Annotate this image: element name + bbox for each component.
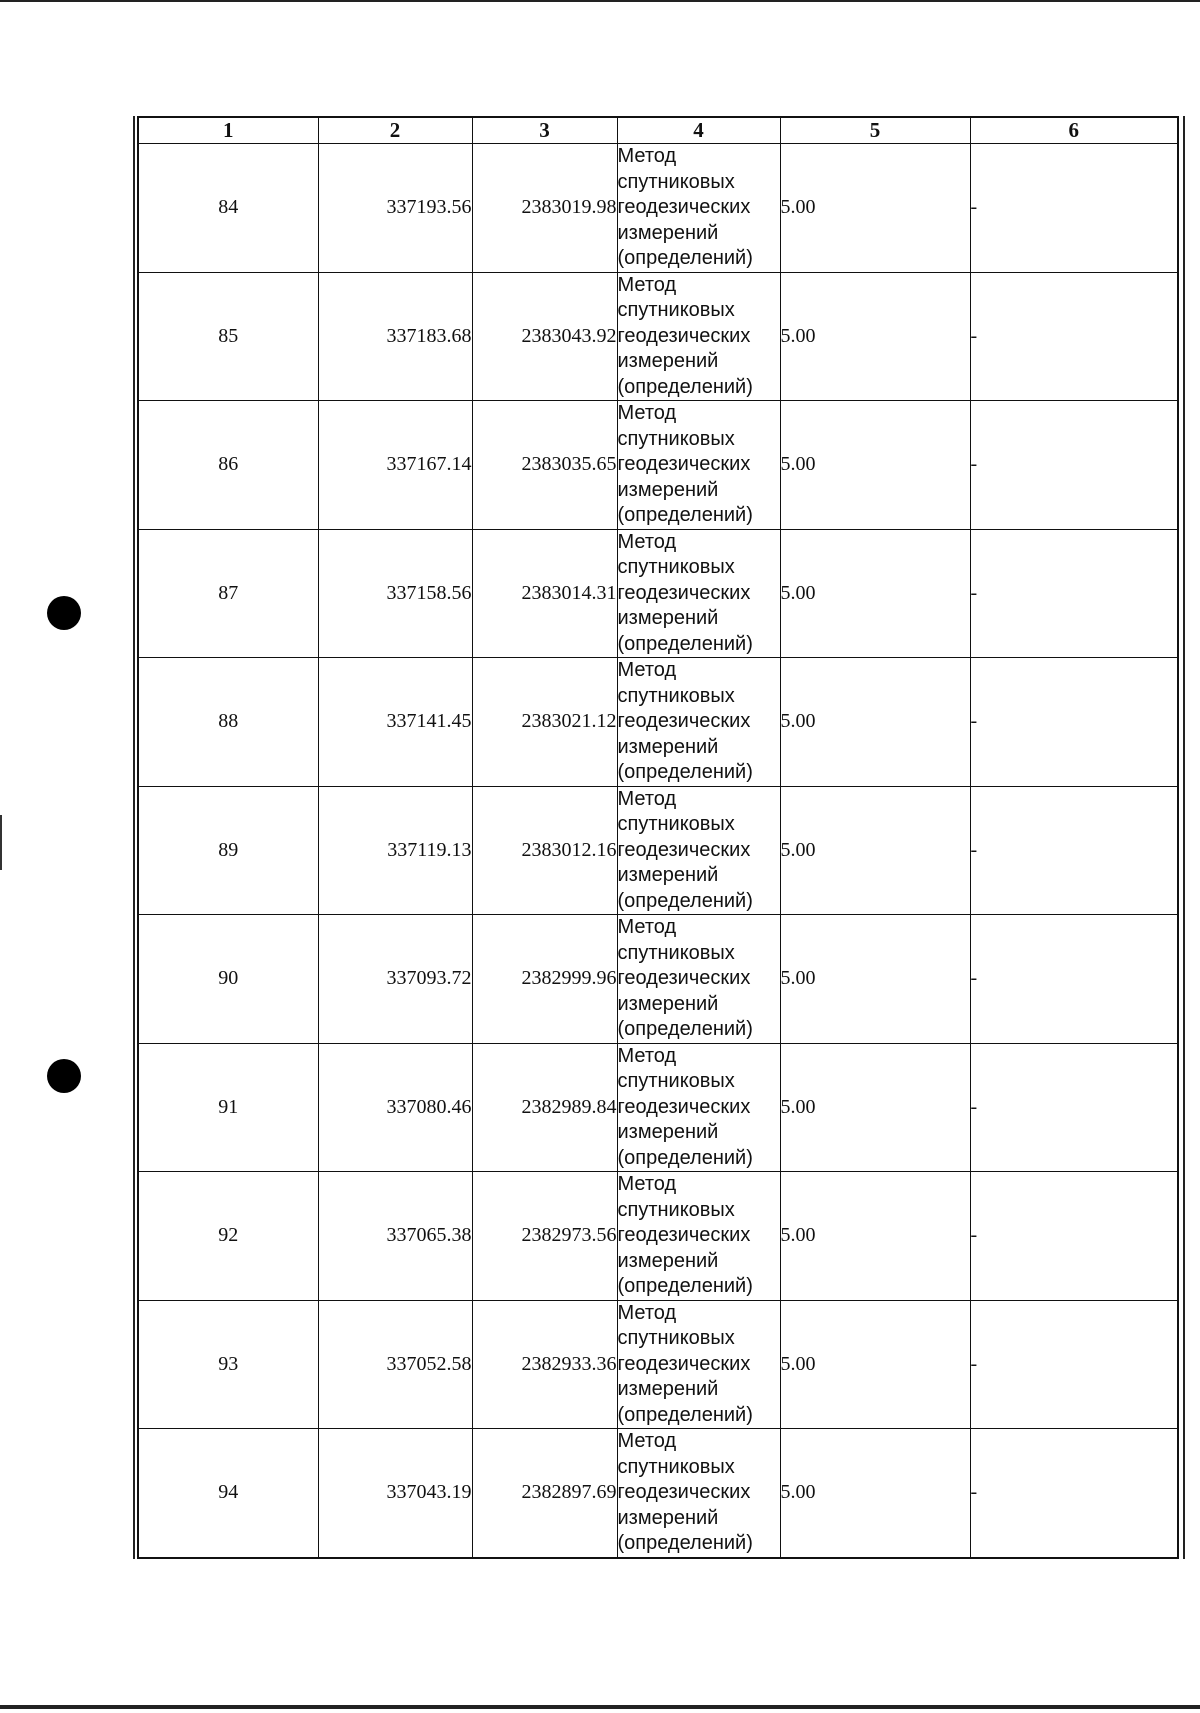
table-row xyxy=(138,272,1178,401)
scan-edge-top xyxy=(0,0,1200,2)
accuracy-value: 5.00 xyxy=(780,915,970,1044)
point-number: 87 xyxy=(138,529,318,658)
method-line: (определений) xyxy=(617,1532,753,1554)
point-number: 93 xyxy=(138,1300,318,1429)
method-line: спутниковых xyxy=(617,813,735,835)
description-value: - xyxy=(970,1043,1178,1172)
method-line: геодезических xyxy=(617,581,751,604)
method-line: геодезических xyxy=(617,196,751,218)
method-line: измерений xyxy=(617,607,719,629)
coordinate-x: 337167.14 xyxy=(318,401,472,530)
method-line: спутниковых xyxy=(617,556,735,578)
method-line: Метод xyxy=(617,787,677,810)
table-row xyxy=(138,1300,1178,1429)
coordinate-x: 337141.45 xyxy=(318,658,472,787)
method-cell xyxy=(617,658,780,787)
point-number: 86 xyxy=(138,401,318,530)
coordinate-x: 337193.56 xyxy=(318,144,472,273)
accuracy-value: 5.00 xyxy=(780,1300,970,1429)
method-line: измерений xyxy=(617,221,719,244)
description-value: - xyxy=(970,786,1178,915)
point-number: 91 xyxy=(138,1043,318,1172)
method-cell xyxy=(617,1429,780,1558)
method-line: (определений) xyxy=(617,1403,753,1426)
scan-edge-bottom xyxy=(0,1705,1200,1709)
method-cell xyxy=(617,529,780,658)
coordinate-x: 337052.58 xyxy=(318,1300,472,1429)
method-line: Метод xyxy=(617,659,677,681)
method-line: спутниковых xyxy=(617,1198,735,1221)
description-value: - xyxy=(970,529,1178,658)
header-col-5: 5 xyxy=(780,117,970,144)
method-line: геодезических xyxy=(617,1095,751,1118)
method-line: Метод xyxy=(617,1044,677,1067)
method-line: (определений) xyxy=(617,632,753,655)
coordinate-x: 337183.68 xyxy=(318,272,472,401)
method-cell xyxy=(617,1300,780,1429)
method-cell xyxy=(617,144,780,273)
coordinate-x: 337093.72 xyxy=(318,915,472,1044)
coordinate-x: 337043.19 xyxy=(318,1429,472,1558)
description-value: - xyxy=(970,1429,1178,1558)
method-line: (определений) xyxy=(617,1146,753,1169)
coordinates-table-frame xyxy=(133,116,1185,1559)
coordinate-y: 2383012.16 xyxy=(472,786,617,915)
method-line: геодезических xyxy=(617,838,751,861)
description-value: - xyxy=(970,401,1178,530)
point-number: 88 xyxy=(138,658,318,787)
description-value: - xyxy=(970,272,1178,401)
coordinate-y: 2382989.84 xyxy=(472,1043,617,1172)
method-line: спутниковых xyxy=(617,170,735,193)
header-col-6: 6 xyxy=(970,117,1178,144)
method-line: геодезических xyxy=(617,1352,751,1375)
accuracy-value: 5.00 xyxy=(780,144,970,273)
coordinate-y: 2383043.92 xyxy=(472,272,617,401)
accuracy-value: 5.00 xyxy=(780,658,970,787)
coordinate-y: 2383021.12 xyxy=(472,658,617,787)
table-row xyxy=(138,786,1178,915)
method-line: Метод xyxy=(617,1301,677,1324)
table-row xyxy=(138,1172,1178,1301)
method-line: Метод xyxy=(617,530,677,553)
header-col-3: 3 xyxy=(472,117,617,144)
method-line: измерений xyxy=(617,992,719,1015)
method-line: спутниковых xyxy=(617,1327,735,1349)
method-line: Метод xyxy=(617,145,677,167)
point-number: 94 xyxy=(138,1429,318,1558)
method-line: геодезических xyxy=(617,324,751,347)
method-cell xyxy=(617,1043,780,1172)
method-line: измерений xyxy=(617,735,719,758)
coordinate-x: 337158.56 xyxy=(318,529,472,658)
method-line: измерений xyxy=(617,1249,719,1272)
method-line: Метод xyxy=(617,916,677,938)
point-number: 89 xyxy=(138,786,318,915)
method-line: Метод xyxy=(617,402,677,424)
method-line: измерений xyxy=(617,864,719,886)
description-value: - xyxy=(970,1172,1178,1301)
method-line: (определений) xyxy=(617,375,753,398)
method-cell xyxy=(617,272,780,401)
coordinate-y: 2382973.56 xyxy=(472,1172,617,1301)
method-line: измерений xyxy=(617,1506,719,1529)
point-number: 84 xyxy=(138,144,318,273)
coordinate-y: 2383019.98 xyxy=(472,144,617,273)
table-row xyxy=(138,144,1178,273)
point-number: 90 xyxy=(138,915,318,1044)
coordinates-table xyxy=(137,116,1179,1559)
coordinate-y: 2382933.36 xyxy=(472,1300,617,1429)
method-line: измерений xyxy=(617,1121,719,1143)
table-row xyxy=(138,401,1178,530)
method-cell xyxy=(617,401,780,530)
method-line: (определений) xyxy=(617,1018,753,1040)
method-line: Метод xyxy=(617,1430,677,1452)
point-number: 92 xyxy=(138,1172,318,1301)
table-row xyxy=(138,1043,1178,1172)
accuracy-value: 5.00 xyxy=(780,1043,970,1172)
coordinate-x: 337080.46 xyxy=(318,1043,472,1172)
coordinate-y: 2383035.65 xyxy=(472,401,617,530)
method-line: геодезических xyxy=(617,453,751,475)
coordinate-x: 337065.38 xyxy=(318,1172,472,1301)
accuracy-value: 5.00 xyxy=(780,529,970,658)
accuracy-value: 5.00 xyxy=(780,401,970,530)
method-line: спутниковых xyxy=(617,1070,735,1092)
method-line: измерений xyxy=(617,1378,719,1400)
coordinate-y: 2383014.31 xyxy=(472,529,617,658)
method-line: геодезических xyxy=(617,710,751,732)
coordinate-y: 2382999.96 xyxy=(472,915,617,1044)
description-value: - xyxy=(970,658,1178,787)
method-line: спутниковых xyxy=(617,684,735,707)
table-header xyxy=(138,117,1178,144)
accuracy-value: 5.00 xyxy=(780,272,970,401)
table-row xyxy=(138,529,1178,658)
method-line: спутниковых xyxy=(617,1455,735,1478)
method-line: геодезических xyxy=(617,1481,751,1503)
point-number: 85 xyxy=(138,272,318,401)
scan-edge-mark xyxy=(0,815,2,870)
method-line: (определений) xyxy=(617,504,753,526)
method-line: (определений) xyxy=(617,761,753,783)
coordinate-x: 337119.13 xyxy=(318,786,472,915)
method-line: Метод xyxy=(617,273,677,296)
method-line: геодезических xyxy=(617,967,751,989)
table-body xyxy=(138,144,1178,1558)
description-value: - xyxy=(970,1300,1178,1429)
method-cell xyxy=(617,915,780,1044)
method-cell xyxy=(617,1172,780,1301)
method-line: спутниковых xyxy=(617,941,735,964)
accuracy-value: 5.00 xyxy=(780,786,970,915)
method-line: Метод xyxy=(617,1173,677,1195)
method-line: спутниковых xyxy=(617,427,735,450)
header-col-4: 4 xyxy=(617,117,780,144)
header-row xyxy=(138,117,1178,144)
accuracy-value: 5.00 xyxy=(780,1429,970,1558)
header-col-2: 2 xyxy=(318,117,472,144)
method-line: (определений) xyxy=(617,1275,753,1297)
punch-hole-bottom xyxy=(47,1059,81,1093)
table-row xyxy=(138,915,1178,1044)
method-line: (определений) xyxy=(617,247,753,269)
method-cell xyxy=(617,786,780,915)
table-row xyxy=(138,1429,1178,1558)
method-line: измерений xyxy=(617,478,719,501)
punch-hole-top xyxy=(47,596,81,630)
description-value: - xyxy=(970,144,1178,273)
method-line: (определений) xyxy=(617,889,753,912)
accuracy-value: 5.00 xyxy=(780,1172,970,1301)
method-line: геодезических xyxy=(617,1224,751,1246)
method-line: измерений xyxy=(617,350,719,372)
coordinate-y: 2382897.69 xyxy=(472,1429,617,1558)
table-row xyxy=(138,658,1178,787)
description-value: - xyxy=(970,915,1178,1044)
header-col-1: 1 xyxy=(138,117,318,144)
method-line: спутниковых xyxy=(617,299,735,321)
